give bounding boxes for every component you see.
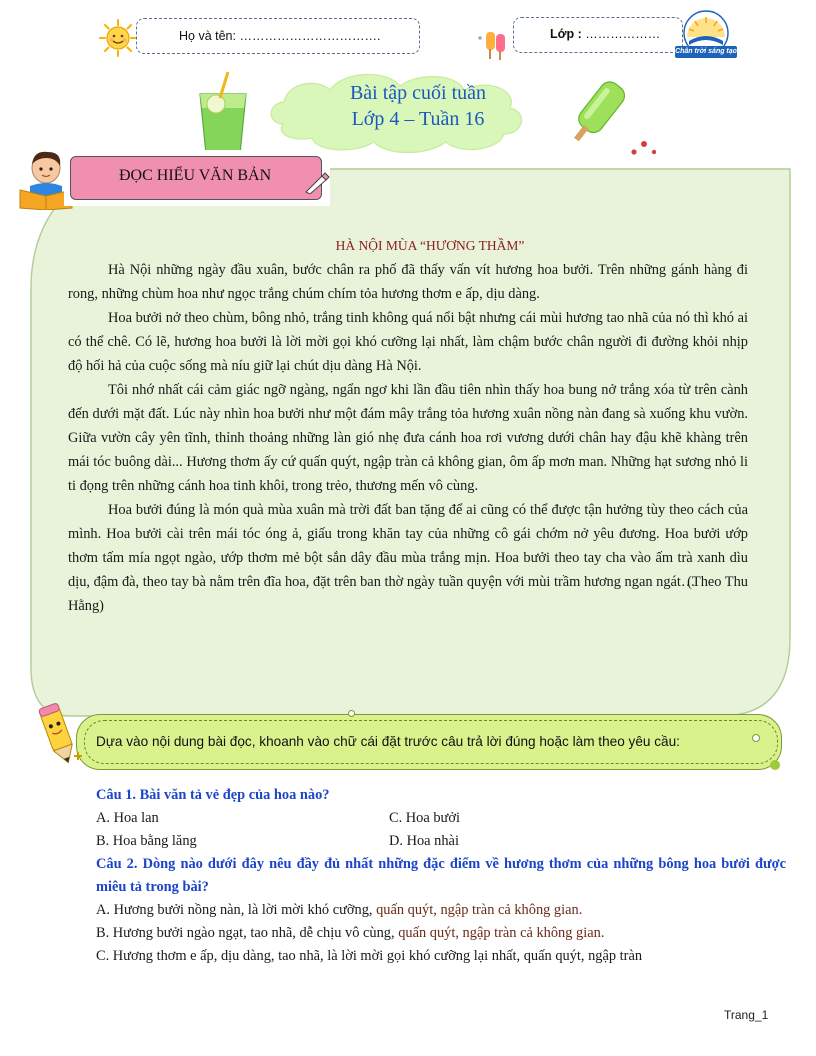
question-1-row-ac — [96, 807, 786, 830]
decor-dot — [348, 710, 355, 717]
story-body — [68, 258, 748, 618]
decor-dot — [770, 760, 780, 770]
class-label: Lớp : — [550, 27, 586, 41]
section-heading-reading — [70, 156, 322, 200]
worksheet-title-line1: Bài tập cuối tuần — [349, 82, 487, 104]
student-name-blank: ……………………………. — [239, 29, 381, 43]
section-heading-text: ĐỌC HIỂU VĂN BẢN — [119, 167, 272, 184]
pencil-doodle-icon — [304, 172, 330, 194]
student-name-field[interactable] — [136, 18, 420, 54]
story-paragraph-4-text: Hoa bưởi đúng là món quà mùa xuân mà trời đất ban tặng để ai cũng có thể được tận hưởng tùy theo cách của mình. Hoa bưởi cài trên mái tóc óng ả, giấu trong khăn tay của những cô gái chớm nở yêu đương. Hoa bưởi ướp thơm tấm mía ngọt ngào, ướp thơm mẻ bột sắn dây đầu mùa trắng mịn. Hoa bưởi theo tay cha vào ấm trà xanh dìu dịu, đậm đà, theo tay bà nằm trên đĩa hoa, đặt trên ban thờ ngày tuần quyện với mùi trầm hương ngan ngát… — [68, 502, 748, 590]
page-number: Trang_1 — [724, 1008, 769, 1022]
class-field[interactable] — [513, 17, 683, 53]
question-2-option-b-start: B. Hương bưởi ngào ngạt, tao nhã, dễ chịu vô cùng, — [96, 925, 399, 941]
story-source-part1: (Theo Thu — [687, 574, 748, 590]
question-2-option-a-end: quấn quýt, ngập tràn cả không gian. — [376, 902, 583, 918]
question-1-row-bd — [96, 830, 786, 853]
question-1-title: Câu 1. Bài văn tả vẻ đẹp của hoa nào? — [96, 787, 330, 803]
story-source-part2: Hằng) — [68, 598, 104, 614]
story-paragraph-2: Hoa bưởi nở theo chùm, bông nhỏ, trắng tinh không quá nổi bật nhưng cái mùi hương tao nhã của nó thì khó ai có thể chê. Có lẽ, hương hoa bưởi là lời mời gọi khó cưỡng lại nhất, làm chậm bước chân người đi đường khỏi nhịp độ hối hả của cuộc sống mà níu giữ lại chút dịu dàng Hà Nội. — [68, 310, 748, 374]
question-2-option-a[interactable] — [96, 899, 786, 922]
question-2-option-c[interactable]: C. Hương thơm e ấp, dịu dàng, tao nhã, là lời mời gọi khó cưỡng lại nhất, quấn quýt, ngập tràn — [96, 948, 643, 964]
story-title: HÀ NỘI MÙA “HƯƠNG THẦM” — [335, 238, 525, 253]
question-2-option-b-end: quấn quýt, ngập tràn cả không gian. — [398, 925, 605, 941]
worksheet-title — [268, 80, 568, 132]
question-1-option-d[interactable]: D. Hoa nhài — [389, 833, 459, 849]
instruction-text: Dựa vào nội dung bài đọc, khoanh vào chữ cái đặt trước câu trả lời đúng hoặc làm theo yêu cầu: — [96, 734, 680, 749]
question-2-option-a-start: A. Hương bưởi nồng nàn, là lời mời khó cưỡng, — [96, 902, 377, 918]
popsicle-icon — [476, 28, 512, 62]
worksheet-title-line2: Lớp 4 – Tuần 16 — [351, 108, 485, 130]
class-blank: ……………… — [585, 27, 661, 41]
question-1 — [96, 784, 786, 853]
question-1-option-b[interactable]: B. Hoa bằng lăng — [96, 833, 197, 849]
publisher-logo-text: Chân trời sáng tạo — [675, 46, 737, 58]
question-2-option-b[interactable] — [96, 922, 786, 945]
question-1-option-c[interactable]: C. Hoa bưởi — [389, 810, 460, 826]
question-2 — [96, 853, 786, 968]
story-paragraph-1: Hà Nội những ngày đầu xuân, bước chân ra phố đã thấy vấn vít hương hoa bưởi. Trên những gánh hàng đi rong, những chùm hoa như ngọc trắng chúm chím tỏa hương thơm e ấp, dịu dàng. — [68, 262, 748, 302]
sun-icon — [98, 18, 138, 58]
pencil-character-icon — [34, 700, 84, 768]
student-name-label: Họ và tên: — [179, 29, 240, 43]
story-paragraph-4 — [68, 498, 748, 594]
question-2-title: Câu 2. Dòng nào dưới đây nêu đầy đủ nhất những đặc điểm về hương thơm của những bông hoa bưởi được miêu tả trong bài? — [96, 856, 786, 895]
question-1-option-a[interactable]: A. Hoa lan — [96, 810, 159, 826]
story-paragraph-3: Tôi nhớ nhất cái cảm giác ngỡ ngàng, ngẩn ngơ khi lần đầu tiên nhìn thấy hoa bung nở trắng xóa từ trên cành đến dưới mặt đất. Lúc này nhìn hoa bưởi như một đám mây trắng tỏa hương xuân nồng nàn đang sà xuống khu vườn. Giữa vườn cây yên tĩnh, thỉnh thoảng những làn gió nhẹ đưa cánh hoa rơi vương dưới chân hay đậu khẽ khàng trên mái tóc buông dài... Hương thơm ấy cứ quấn quýt, ngập tràn cả không gian, ôm ấp mơn man. Những hạt sương nhỏ li ti đọng trên những cánh hoa tinh khôi, trong trẻo, thương mến vô cùng. — [68, 382, 748, 494]
